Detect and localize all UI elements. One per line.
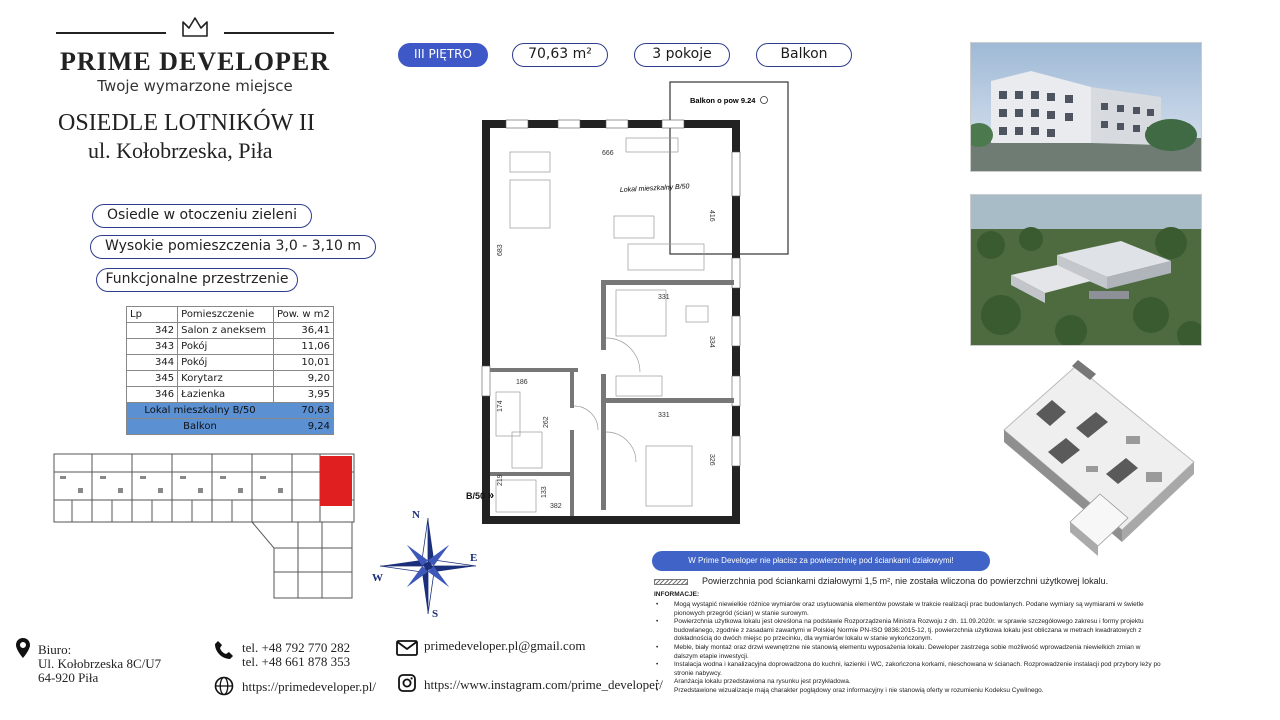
- dim-label: 416: [708, 210, 715, 222]
- table-row: [127, 371, 334, 387]
- crown-icon: [180, 16, 210, 38]
- dim-label: 683: [497, 244, 504, 256]
- rooms-tag: 3 pokoje: [634, 43, 730, 67]
- compass-north-label: N: [412, 509, 420, 521]
- info-list: [654, 601, 1164, 696]
- dim-label: 382: [550, 503, 562, 510]
- building-key-plan: [52, 452, 358, 602]
- compass-south-label: S: [432, 608, 439, 620]
- room-area: 11,06: [274, 339, 334, 355]
- list-item: • Instalacja wodna i kanalizacyjna doprowadzona do kuchni, łazienki i WC, zakończona korkami, nieschowana w ścianach. Rozprowadzenie instalacji pod przybory leży po stronie nabywcy.: [654, 661, 1164, 678]
- chevron-right-icon: »: [487, 488, 495, 502]
- total-label: Lokal mieszkalny B/50: [127, 403, 274, 419]
- instagram-icon: [398, 674, 416, 692]
- column-header: Pomieszczenie: [178, 307, 274, 323]
- table-row: [127, 355, 334, 371]
- info-title: INFORMACJE:: [654, 591, 700, 598]
- balcony-row: [127, 419, 334, 435]
- phone-1[interactable]: tel. +48 792 770 282: [242, 640, 351, 655]
- rooms-table: [126, 306, 334, 435]
- apartment-highlight: [320, 456, 352, 506]
- instagram-link[interactable]: https://www.instagram.com/prime_developer/: [424, 677, 663, 692]
- total-row: [127, 403, 334, 419]
- balcony-value: 9,24: [274, 419, 334, 435]
- office-city: 64-920 Piła: [38, 670, 99, 685]
- room-area: 3,95: [274, 387, 334, 403]
- brand-rule-right: [224, 32, 334, 34]
- unit-entrance-marker: [466, 488, 494, 502]
- total-value: 70,63: [274, 403, 334, 419]
- area-tag: 70,63 m²: [512, 43, 608, 67]
- dim-label: 174: [497, 400, 504, 412]
- list-item: • Mogą wystąpić niewielkie różnice wymiarów oraz usytuowania elementów powstałe w trakcie realizacji prac budowlanych. Podane wymiary są wymiarami w świetle pionowych przegród (ścian) w stanie surowym.: [654, 601, 1164, 618]
- balcony-note: Balkon o pow 9.24: [690, 96, 756, 105]
- building-render-front: [970, 42, 1202, 172]
- unit-marker-label: B/50: [466, 491, 486, 501]
- phone-2[interactable]: tel. +48 661 878 353: [242, 654, 351, 669]
- list-item: • Powierzchnia użytkowa lokalu jest określona na podstawie Rozporządzenia Ministra Rozwoju z dn. 11.09.2020r. w sprawie szczegółowego zakresu i formy projektu budowlanego, zgodnie z zasadami zawartymi w Polskiej Normie PN-ISO 9836:2015-12, tj. powierzchnia użytkowa lokalu jest obliczana w metrach kwadratowych z dokładnością do dwóch miejsc po przecinku, dla wymiarów lokalu w stanie wykończonym.: [654, 618, 1164, 644]
- website-link[interactable]: https://primedeveloper.pl/: [242, 679, 376, 694]
- email-link[interactable]: primedeveloper.pl@gmail.com: [424, 638, 586, 653]
- phone-icon: [214, 640, 234, 660]
- hatch-legend-text: Powierzchnia pod ściankami działowymi 1,5 m², nie została wliczona do powierzchni użytkowej lokalu.: [702, 576, 1109, 586]
- office-label: Biuro:: [38, 642, 72, 657]
- column-header: Pow. w m2: [274, 307, 334, 323]
- floor-plan: [466, 80, 796, 530]
- room-area: 36,41: [274, 323, 334, 339]
- table-header-row: [127, 307, 334, 323]
- apartment-3d-view: [996, 356, 1202, 566]
- dim-label: 331: [658, 412, 670, 419]
- room-area: 10,01: [274, 355, 334, 371]
- hatch-legend-swatch: [654, 579, 688, 585]
- room-name: Pokój: [178, 355, 274, 371]
- feature-pill: Funkcjonalne przestrzenie: [96, 268, 298, 292]
- floor-tag: III PIĘTRO: [398, 43, 488, 67]
- compass-west-label: W: [372, 572, 383, 584]
- dim-label: 133: [541, 486, 548, 498]
- room-number: 344: [127, 355, 178, 371]
- table-row: [127, 387, 334, 403]
- brand-rule-left: [56, 32, 166, 34]
- estate-title: OSIEDLE LOTNIKÓW II: [58, 110, 315, 136]
- list-item: • Aranżacja lokalu przedstawiona na rysunku jest przykładowa.: [654, 678, 1164, 687]
- room-number: 343: [127, 339, 178, 355]
- room-number: 345: [127, 371, 178, 387]
- partition-notice: W Prime Developer nie płacisz za powierzchnię pod ściankami działowymi!: [652, 551, 990, 571]
- dim-label: 666: [602, 150, 614, 157]
- room-name: Pokój: [178, 339, 274, 355]
- unit-label: Lokal mieszkalny B/50: [619, 183, 690, 194]
- room-number: 342: [127, 323, 178, 339]
- table-row: [127, 323, 334, 339]
- feature-pill: Osiedle w otoczeniu zieleni: [92, 204, 312, 228]
- room-area: 9,20: [274, 371, 334, 387]
- office-street: Ul. Kołobrzeska 8C/U7: [38, 656, 162, 671]
- dim-label: 326: [708, 454, 715, 466]
- list-item: • Przedstawione wizualizacje mają charakter poglądowy oraz informacyjny i nie stanowią oferty w rozumieniu Kodeksu Cywilnego.: [654, 687, 1164, 696]
- compass-east-label: E: [470, 552, 478, 564]
- email-icon: [396, 640, 418, 656]
- room-name: Salon z aneksem: [178, 323, 274, 339]
- map-pin-icon: [16, 638, 30, 658]
- brand-tagline: Twoje wymarzone miejsce: [97, 77, 293, 95]
- list-item: • Meble, biały montaż oraz drzwi wewnętrzne nie stanowią elementu wyposażenia lokalu. Deweloper zastrzega sobie możliwość wprowadzenia niewielkich zmian w dalszym etapie inwestycji.: [654, 644, 1164, 661]
- room-name: Łazienka: [178, 387, 274, 403]
- feature-pill: Wysokie pomieszczenia 3,0 - 3,10 m: [90, 235, 376, 259]
- brand-name: PRIME DEVELOPER: [60, 47, 330, 76]
- balcony-tag: Balkon: [756, 43, 852, 67]
- balcony-label: Balkon: [127, 419, 274, 435]
- dim-label: 331: [658, 294, 670, 301]
- dim-label: 334: [708, 336, 715, 348]
- dim-label: 186: [516, 379, 528, 386]
- globe-icon: [214, 676, 234, 696]
- table-row: [127, 339, 334, 355]
- estate-address: ul. Kołobrzeska, Piła: [88, 138, 273, 163]
- room-number: 346: [127, 387, 178, 403]
- building-render-aerial: [970, 194, 1202, 346]
- column-header: Lp: [127, 307, 178, 323]
- dim-label: 219: [497, 474, 504, 486]
- room-name: Korytarz: [178, 371, 274, 387]
- dim-label: 262: [543, 416, 550, 428]
